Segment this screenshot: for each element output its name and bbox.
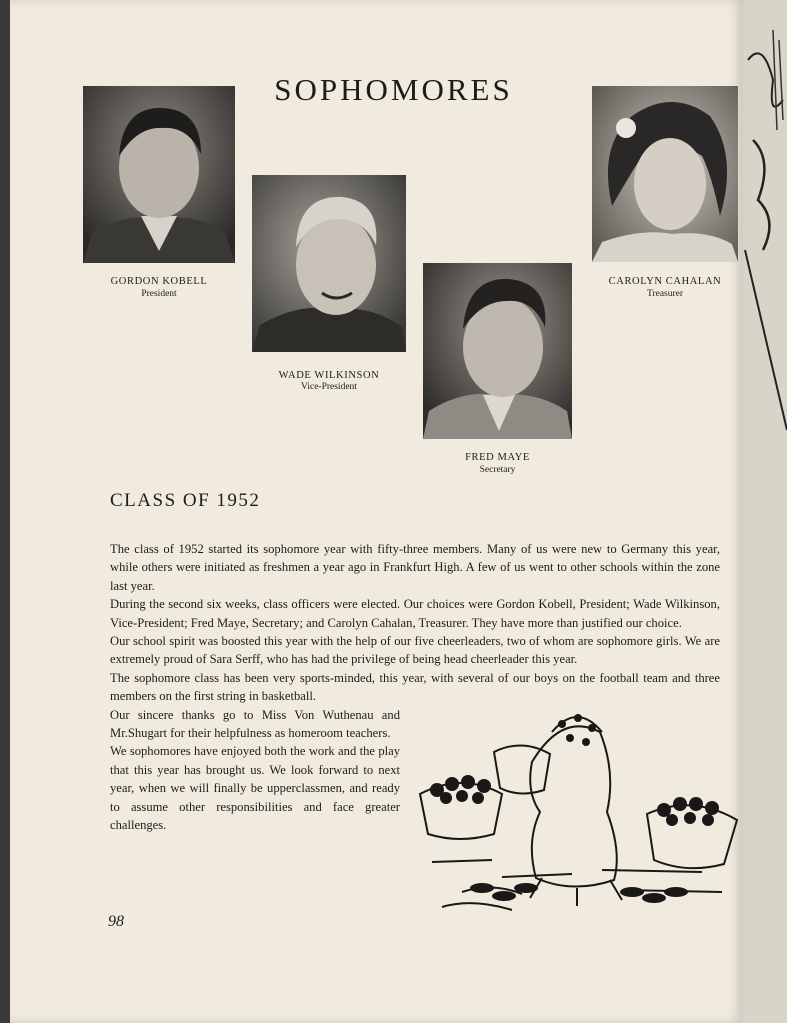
officer-role: Secretary	[479, 465, 516, 475]
photo-fred-maye	[423, 263, 572, 439]
officer-role: Vice-President	[301, 382, 357, 392]
officer-name: GORDON KOBELL	[110, 276, 208, 287]
paragraph: During the second six weeks, class officers were elected. Our choices were Gordon Kobell, President; Wade Wilkinson, Vice-President; Fred Maye, Secretary; and Carolyn Cahalan, Treasurer. They have more than justified our choice.	[110, 597, 720, 630]
officer-name: WADE WILKINSON	[278, 370, 380, 381]
market-woman-illustration	[402, 702, 742, 924]
officer-role: Treasurer	[646, 289, 684, 299]
photo-wade-wilkinson	[252, 175, 406, 352]
photo-gordon-kobell	[83, 86, 235, 263]
adjacent-page-edge	[743, 0, 787, 1023]
section-heading: CLASS OF 1952	[110, 490, 261, 511]
paragraph: Our school spirit was boosted this year with the help of our five cheerleaders, two of whom are sophomore girls. We are extremely proud of Sara Serff, who has had the privilege of being head cheerleader this year.	[110, 634, 720, 667]
officer-name: FRED MAYE	[465, 452, 530, 463]
officer-name: CAROLYN CAHALAN	[608, 276, 722, 287]
photo-carolyn-cahalan	[592, 86, 738, 262]
page-number: 98	[108, 913, 124, 930]
paragraph: Our sincere thanks go to Miss Von Wuthenau and Mr.Shugart for their helpfulness as homeroom teachers.	[110, 707, 400, 741]
page-title: SOPHOMORES	[274, 72, 513, 107]
paragraph: The class of 1952 started its sophomore year with fifty-three members. Many of us were new to Germany this year, while others were initiated as freshmen a year ago in Frankfurt High. A few of us went to other schools within the zone last year.	[110, 542, 720, 593]
paragraph: The sophomore class has been very sports-minded, this year, with several of our boys on the football team and three members on the first string in basketball.	[110, 670, 720, 704]
officer-role: President	[141, 289, 177, 299]
paragraph: We sophomores have enjoyed both the work and the play that this year has brought us. We look forward to next year, when we will finally be upperclassmen, and ready to assume other responsibilities and face greater challenges.	[110, 744, 400, 833]
